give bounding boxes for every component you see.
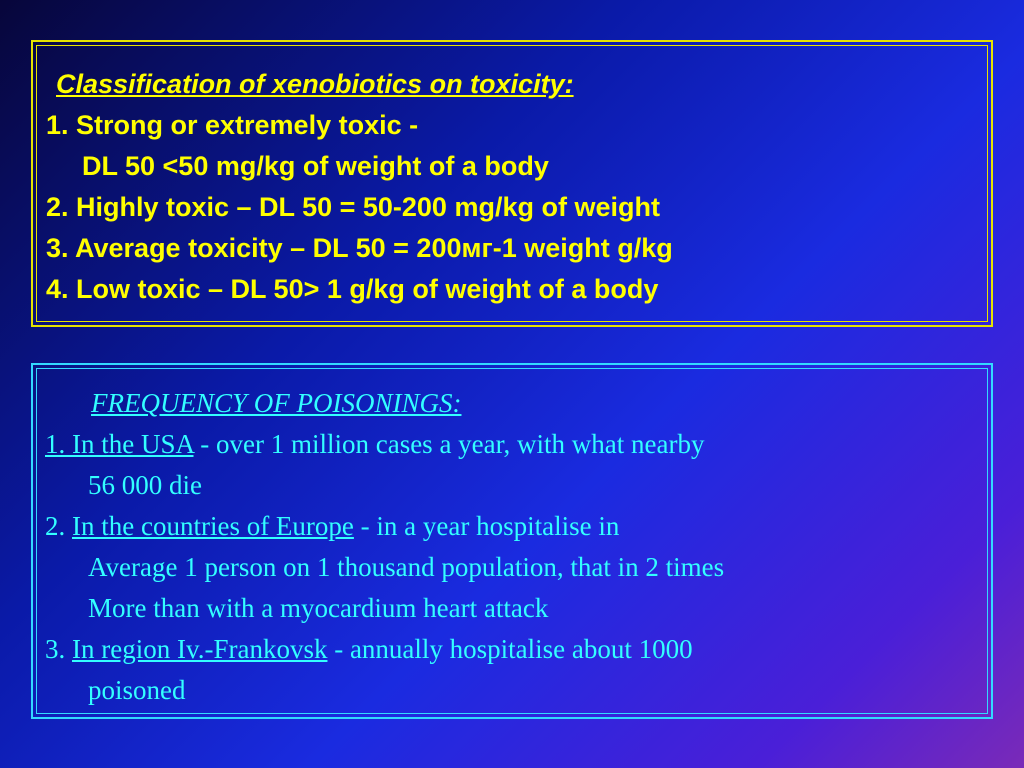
frequency-title: FREQUENCY OF POISONINGS:: [91, 388, 462, 418]
toxicity-item-1-detail: DL 50 <50 mg/kg of weight of a body: [82, 151, 549, 181]
frequency-item-2-prefix: 2.: [45, 511, 72, 541]
frequency-item-1-region: 1. In the USA: [45, 429, 194, 459]
frequency-item-2-cont-2: More than with a myocardium heart attack: [88, 593, 549, 623]
frequency-item-2-region: In the countries of Europe: [72, 511, 354, 541]
frequency-item-3-cont: poisoned: [88, 675, 186, 705]
frequency-item-3-prefix: 3.: [45, 634, 72, 664]
frequency-item-2-cont-1: Average 1 person on 1 thousand population, that in 2 times: [88, 552, 725, 582]
frequency-item-3-text: - annually hospitalise about 1000: [327, 634, 693, 664]
toxicity-title: Classification of xenobiotics on toxicity:: [56, 69, 574, 99]
toxicity-item-3: 3. Average toxicity – DL 50 = 200мг-1 weight g/kg: [46, 233, 673, 263]
frequency-item-1-cont: 56 000 die: [88, 470, 202, 500]
toxicity-item-2: 2. Highly toxic – DL 50 = 50-200 mg/kg of weight: [46, 192, 660, 222]
toxicity-classification: [46, 64, 673, 310]
frequency-item-1-text: - over 1 million cases a year, with what nearby: [193, 429, 705, 459]
frequency-item-2: [45, 506, 724, 547]
toxicity-item-1: 1. Strong or extremely toxic -: [46, 110, 419, 140]
toxicity-item-4: 4. Low toxic – DL 50> 1 g/kg of weight of a body: [46, 274, 659, 304]
frequency-item-1: [45, 424, 724, 465]
frequency-item-3-region: In region Iv.-Frankovsk: [72, 634, 328, 664]
frequency-item-2-text: - in a year hospitalise in: [353, 511, 620, 541]
poisoning-frequency: [45, 383, 724, 711]
frequency-item-3: [45, 629, 724, 670]
